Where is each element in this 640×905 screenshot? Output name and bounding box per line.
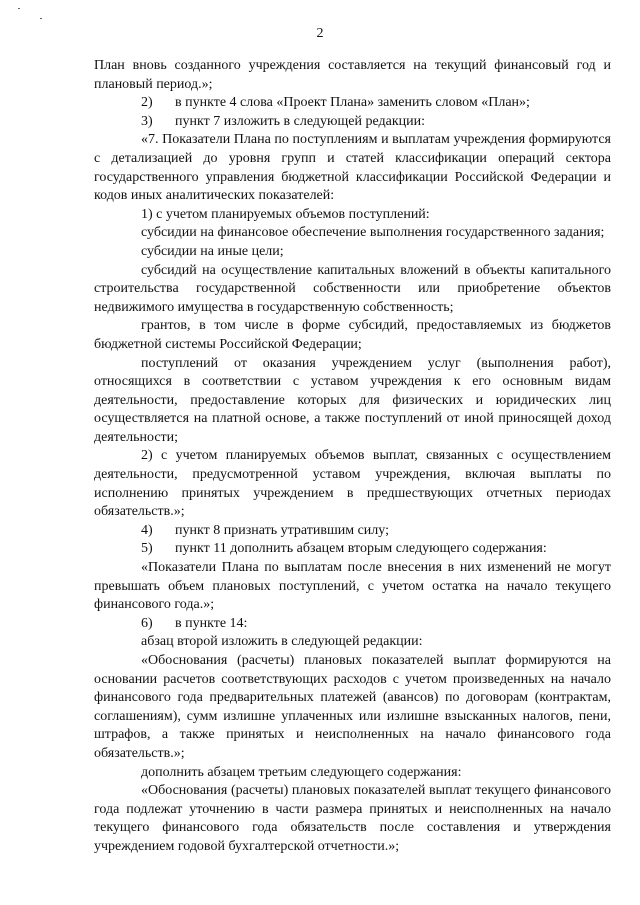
paragraph (94, 224, 611, 243)
paragraph (94, 522, 611, 541)
paragraph-text: в пункте 4 слова «Проект Плана» заменить словом «План»; (175, 95, 530, 111)
paragraph-text: пункт 11 дополнить абзацем вторым следующего содержания: (175, 541, 547, 557)
paragraph (94, 94, 611, 113)
paragraph-text: абзац второй изложить в следующей редакции: (141, 634, 423, 650)
paragraph (94, 615, 611, 634)
paragraph-text: в пункте 14: (175, 615, 248, 631)
paragraph-text: субсидий на осуществление капитальных вложений в объекты капитального строительства государственной собственности или приобретение объектов недвижимого имущества в государственную собственность; (94, 262, 611, 315)
paragraph (94, 447, 611, 521)
paragraph (94, 317, 611, 354)
paragraph (94, 262, 611, 318)
scan-mark (18, 8, 20, 9)
paragraph-text: План вновь созданного учреждения составляется на текущий финансовый год и плановый период.»; (94, 58, 611, 92)
paragraph-text: субсидии на иные цели; (141, 243, 284, 259)
paragraph-text: 1) с учетом планируемых объемов поступлений: (141, 206, 430, 222)
paragraph (94, 633, 611, 652)
paragraph (94, 764, 611, 783)
item-number: 3) (141, 113, 153, 129)
paragraph (94, 652, 611, 764)
paragraph (94, 355, 611, 448)
paragraph (94, 206, 611, 225)
paragraph-text: пункт 7 изложить в следующей редакции: (175, 113, 425, 129)
paragraph-text: «Обоснования (расчеты) плановых показателей выплат текущего финансового года подлежат уточнению в части размера принятых и неисполненных на начало текущего финансового года обязательств после составления и утверждения учреждением годовой бухгалтерской отчетности.»; (94, 783, 611, 854)
paragraph (94, 243, 611, 262)
item-number: 4) (141, 522, 153, 538)
paragraph-text: «Обоснования (расчеты) плановых показателей выплат формируются на основании расчетов соответствующих расходов с учетом произведенных на начало финансового года предварительных платежей (авансов) по договорам (контрактам, соглашениям), сумм излишне уплаченных или излишне взысканных налогов, пени, штрафов, а также принятых и неисполненных на начало финансового года обязательств.»; (94, 653, 611, 761)
document-body (94, 57, 611, 857)
paragraph (94, 540, 611, 559)
paragraph-text: 2) с учетом планируемых объемов выплат, связанных с осуществлением деятельности, предусмотренной уставом учреждения, включая выплаты по исполнению принятых учреждением в предшествующих отчетных периодах обязательств.»; (94, 448, 611, 520)
scan-mark (40, 18, 42, 19)
paragraph (94, 559, 611, 615)
paragraph-text: субсидии на финансовое обеспечение выполнения государственного задания; (141, 225, 605, 241)
paragraph-text: поступлений от оказания учреждением услуг (выполнения работ), относящихся в соответствии с уставом учреждения к его основным видам деятельности, предоставление которых для физических и юридических лиц осуществляется на платной основе, а также поступлений от иной приносящей доход деятельности; (94, 355, 611, 445)
item-number: 6) (141, 615, 153, 631)
item-number: 2) (141, 95, 153, 111)
paragraph (94, 57, 611, 94)
paragraph (94, 131, 611, 205)
paragraph-text: «7. Показатели Плана по поступлениям и выплатам учреждения формируются с детализацией до уровня групп и статей классификации операций сектора государственного управления бюджетной классификации Российской Федерации и кодов иных аналитических показателей: (94, 132, 611, 204)
page-number: 2 (316, 26, 324, 41)
paragraph-text: пункт 8 признать утратившим силу; (175, 522, 389, 538)
paragraph-text: дополнить абзацем третьим следующего содержания: (141, 764, 462, 780)
paragraph (94, 113, 611, 132)
paragraph (94, 782, 611, 856)
paragraph-text: «Показатели Плана по выплатам после внесения в них изменений не могут превышать объем плановых поступлений, с учетом остатка на начало текущего финансового года.»; (94, 560, 611, 613)
item-number: 5) (141, 541, 153, 557)
paragraph-text: грантов, в том числе в форме субсидий, предоставляемых из бюджетов бюджетной системы Российской Федерации; (94, 318, 611, 352)
